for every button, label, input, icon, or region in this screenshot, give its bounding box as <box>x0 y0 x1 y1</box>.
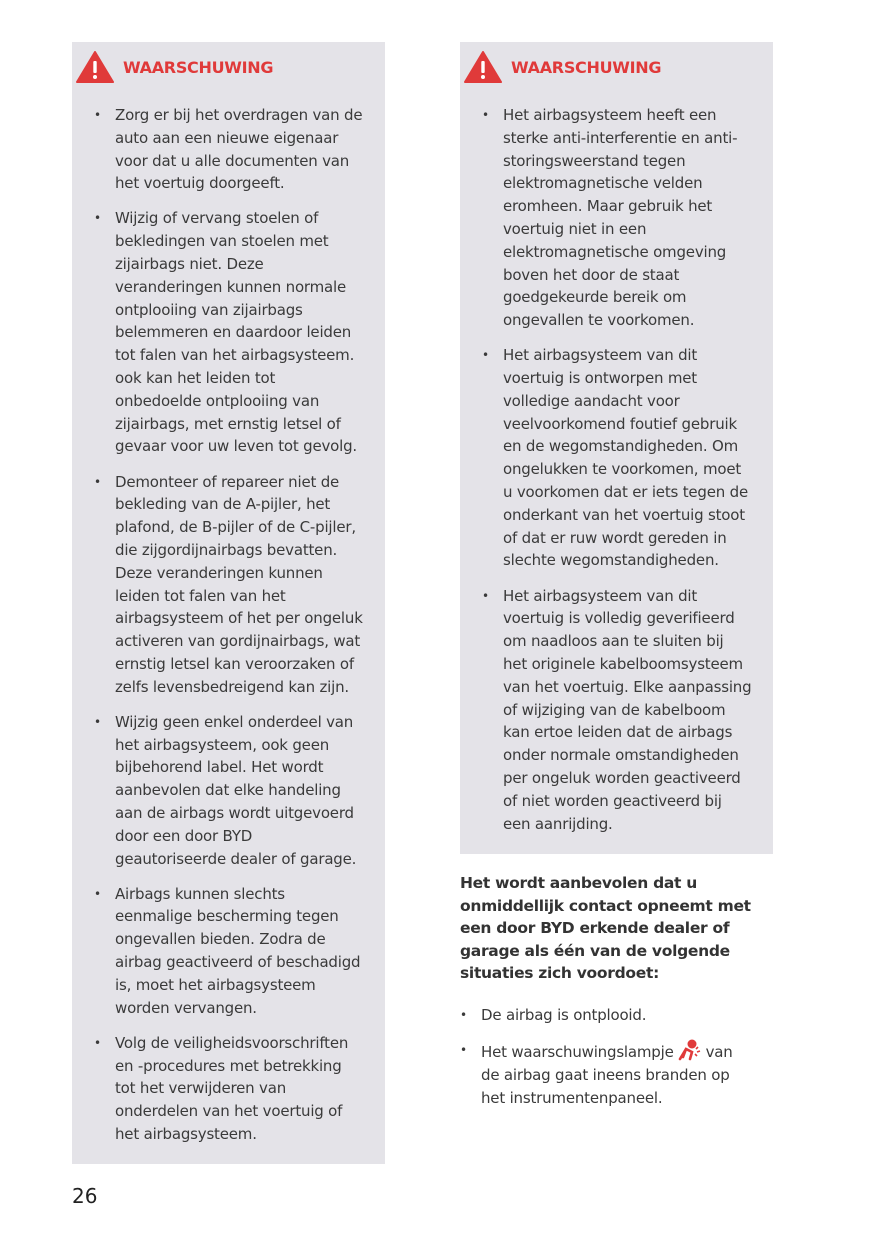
warning-box-right <box>460 42 773 854</box>
warning-triangle-icon <box>76 50 114 84</box>
recommendation-heading: Het wordt aanbevolen dat u onmiddellijk contact opneemt met een door BYD erkende dealer of garage als één van de volgende situaties zich voordoet: <box>460 874 751 983</box>
warning-list <box>482 104 772 848</box>
warning-header <box>464 50 661 84</box>
warning-list <box>94 104 384 1158</box>
situations-list <box>460 1004 780 1122</box>
page-number: 26 <box>72 1184 98 1208</box>
warning-box-left <box>72 42 385 1164</box>
list-item <box>460 1039 780 1109</box>
list-item: • De airbag is ontplooid. <box>460 1004 780 1027</box>
list-item: • Het airbagsysteem heeft een sterke anti-interferentie en anti- storingsweerstand tegen elektromagnetische velden eromheen. Maar gebruik het voertuig niet in een elektromagnetische omgeving boven het door de staat goedgekeurde bereik om ongevallen te voorkomen. <box>482 104 772 332</box>
warning-header <box>76 50 273 84</box>
list-item: • Volg de veiligheidsvoorschriften en -procedures met betrekking tot het verwijderen van onderdelen van het voertuig of het airbagsysteem. <box>94 1032 384 1146</box>
warning-title: WAARSCHUWING <box>123 57 274 77</box>
list-item: • Wijzig geen enkel onderdeel van het airbagsysteem, ook geen bijbehorend label. Het wordt aanbevolen dat elke handeling aan de airbags wordt uitgevoerd door een door BYD geautoriseerde dealer of garage. <box>94 711 384 871</box>
list-item: • Het airbagsysteem van dit voertuig is volledig geverifieerd om naadloos aan te sluiten bij het originele kabelboomsysteem van het voertuig. Elke aanpassing of wijziging van de kabelboom kan ertoe leiden dat de airbags onder normale omstandigheden per ongeluk worden geactiveerd of niet worden geactiveerd bij een aanrijding. <box>482 585 772 836</box>
list-item: • Zorg er bij het overdragen van de auto aan een nieuwe eigenaar voor dat u alle documenten van het voertuig doorgeeft. <box>94 104 384 195</box>
list-item: • Wijzig of vervang stoelen of bekledingen van stoelen met zijairbags niet. Deze veranderingen kunnen normale ontplooiing van zijairbags belemmeren en daardoor leiden tot falen van het airbagsysteem. ook kan het leiden tot onbedoelde ontplooiing van zijairbags, met ernstig letsel of gevaar voor uw leven tot gevolg. <box>94 207 384 458</box>
item-text: van de airbag gaat ineens branden op het instrumentenpaneel. <box>481 1043 733 1107</box>
list-item: • Airbags kunnen slechts eenmalige bescherming tegen ongevallen bieden. Zodra de airbag geactiveerd of beschadigd is, moet het airbagsysteem worden vervangen. <box>94 883 384 1020</box>
list-item: • Demonteer of repareer niet de bekleding van de A-pijler, het plafond, de B-pijler of de C-pijler, die zijgordijnairbags bevatten. Deze veranderingen kunnen leiden tot falen van het airbagsysteem of het per ongeluk activeren van gordijnairbags, wat ernstig letsel kan veroorzaken of zelfs levensbedreigend kan zijn. <box>94 471 384 699</box>
list-item: • Het airbagsysteem van dit voertuig is ontworpen met volledige aandacht voor veelvoorkomend foutief gebruik en de wegomstandigheden. Om ongelukken te voorkomen, moet u voorkomen dat er iets tegen de onderkant van het voertuig stoot of dat er ruw wordt gereden in slechte wegomstandigheden. <box>482 344 772 572</box>
warning-title: WAARSCHUWING <box>511 57 662 77</box>
warning-triangle-icon <box>464 50 502 84</box>
item-text: Het waarschuwingslampje <box>481 1043 674 1062</box>
airbag-warning-icon <box>678 1039 702 1061</box>
